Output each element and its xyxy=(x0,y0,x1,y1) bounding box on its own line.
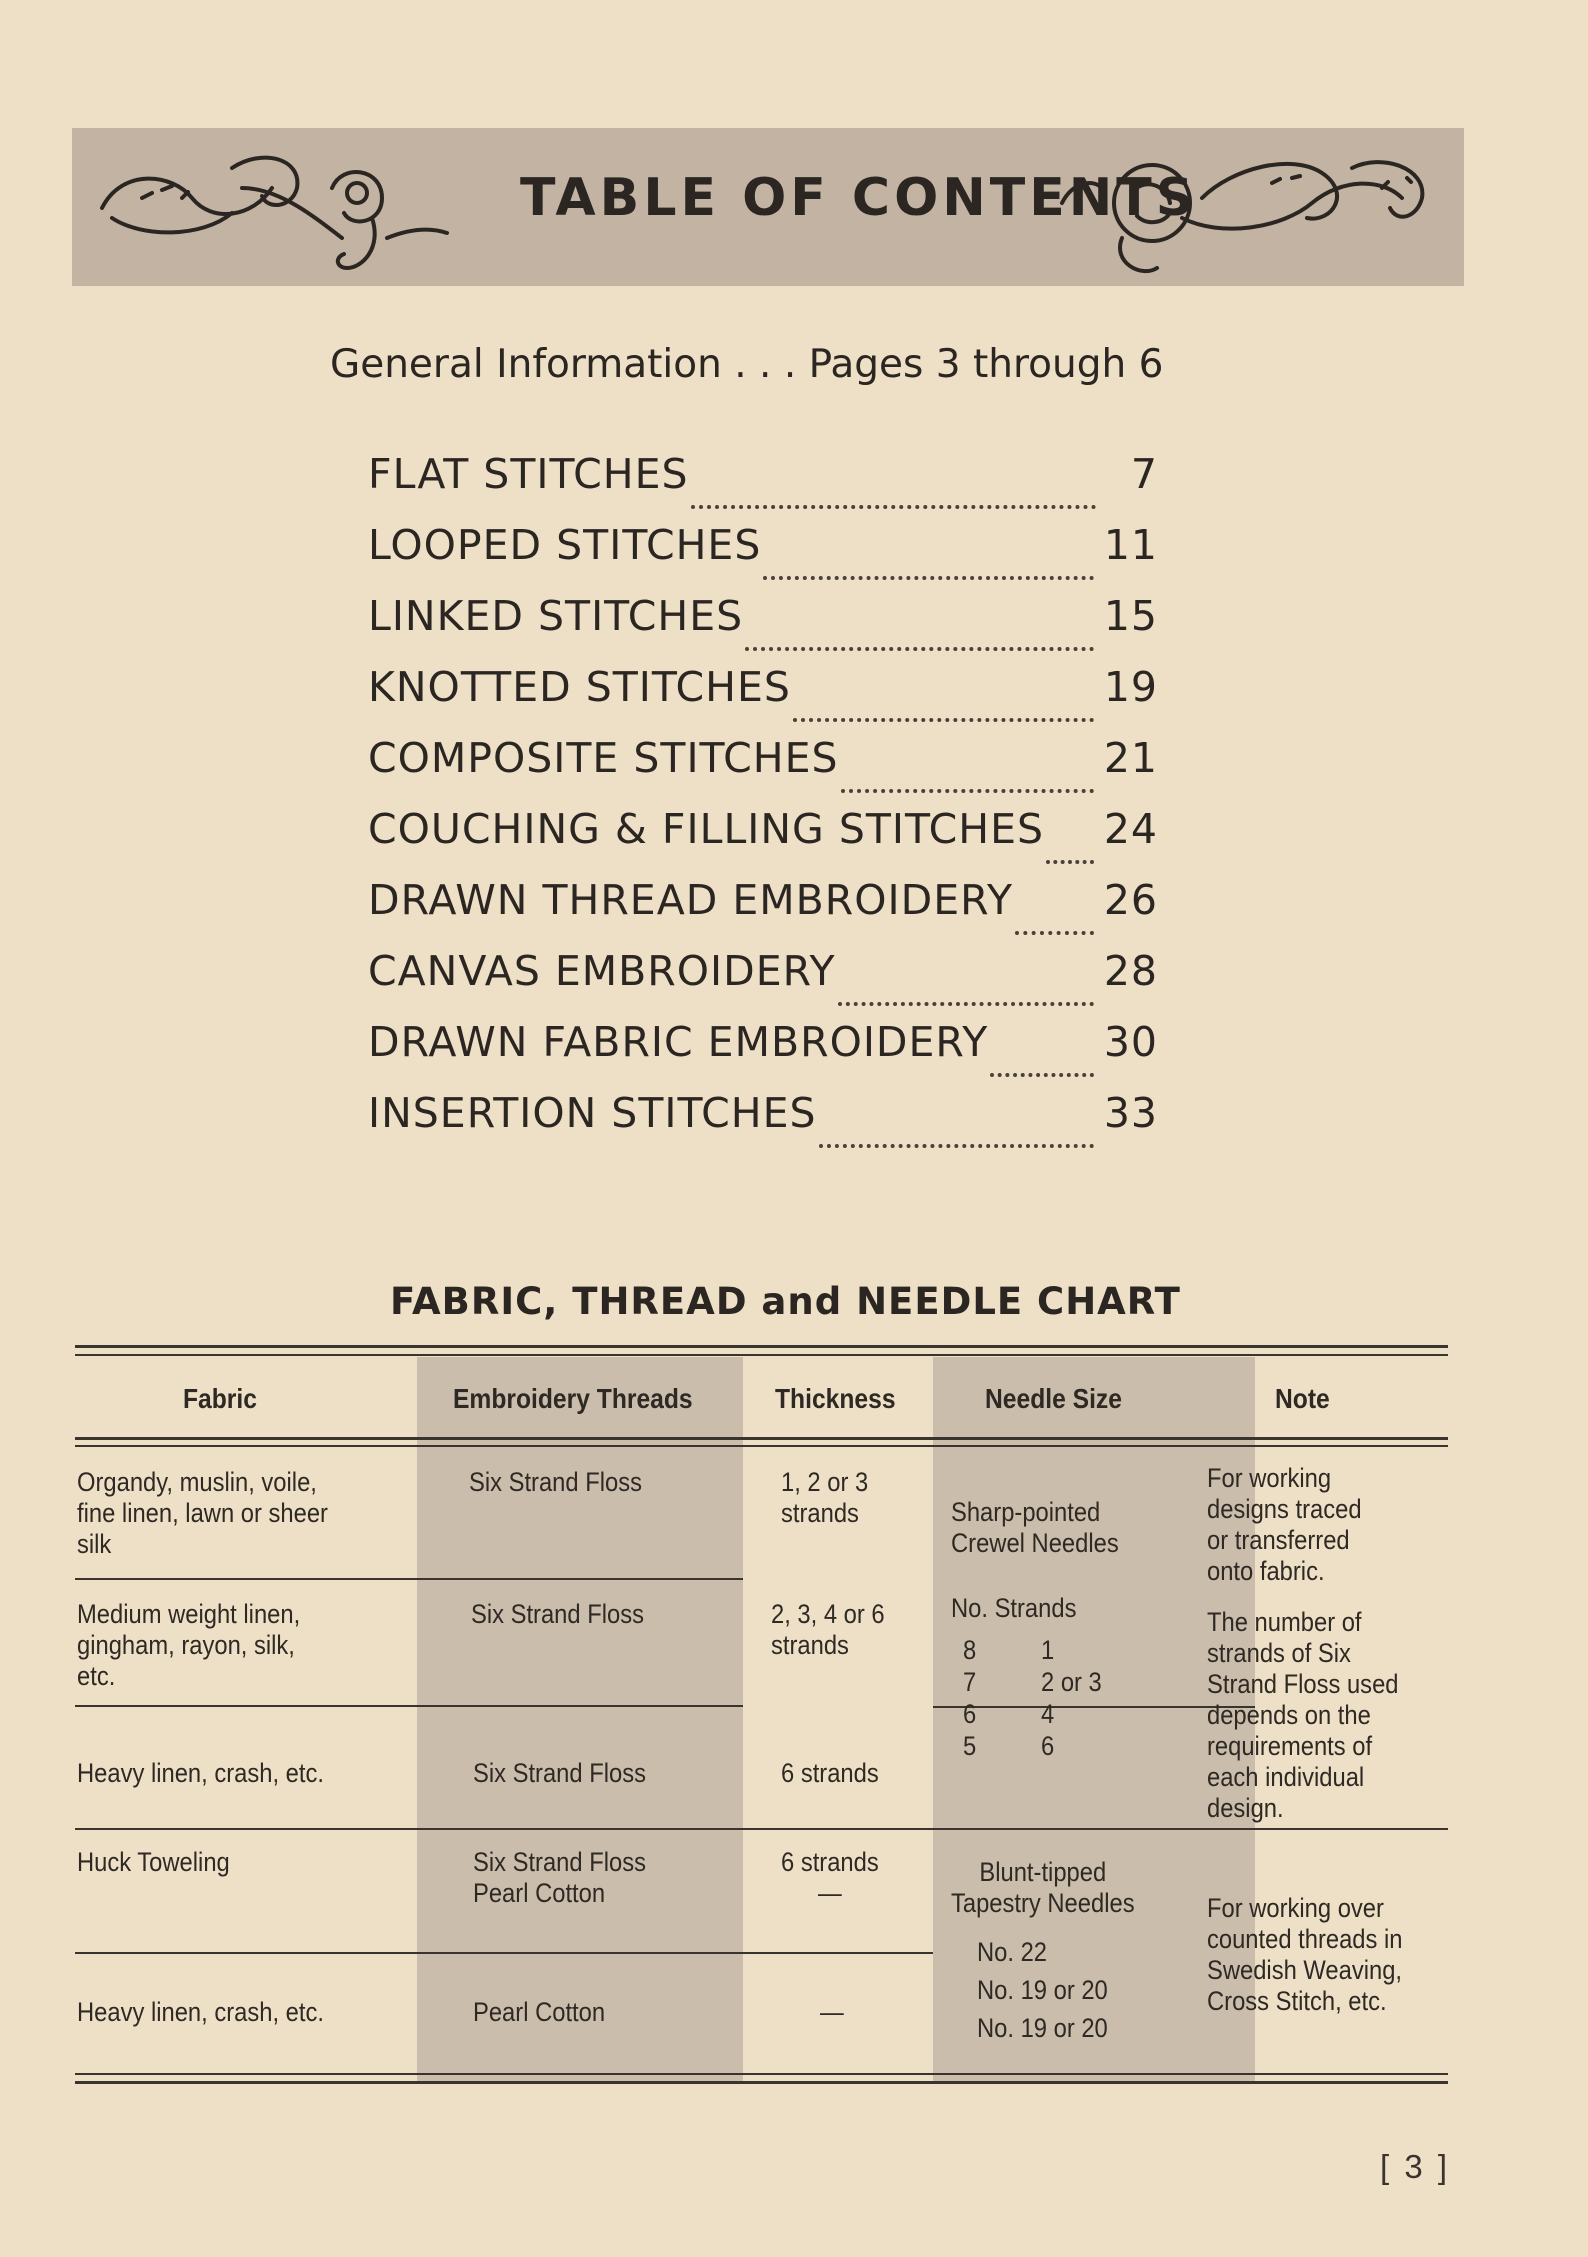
row-divider xyxy=(75,1705,743,1707)
strand-count: 2 or 3 xyxy=(1041,1667,1102,1697)
toc-banner xyxy=(72,128,1464,286)
toc-entry-label: DRAWN FABRIC EMBROIDERY xyxy=(368,1018,989,1066)
toc-entry-label: DRAWN THREAD EMBROIDERY xyxy=(368,876,1014,924)
table-top-rule xyxy=(75,1345,1448,1348)
needle-size-19-20: No. 19 or 20 xyxy=(977,1975,1108,2005)
threads-cell: Pearl Cotton xyxy=(473,1997,606,2027)
general-information-line: General Information . . . Pages 3 through 6 xyxy=(330,342,1164,387)
dot-leader xyxy=(691,505,1097,509)
note-cell: For working designs traced or transferred onto fabric. xyxy=(1207,1463,1362,1586)
toc-entry-page: 30 xyxy=(1103,1018,1158,1066)
toc-entry-page: 24 xyxy=(1103,805,1158,853)
toc-entry-page: 11 xyxy=(1103,521,1158,569)
strand-count: 4 xyxy=(1041,1699,1055,1729)
toc-entry xyxy=(368,947,1158,1018)
fabric-cell: Organdy, muslin, voile, fine linen, lawn or sheer silk xyxy=(77,1467,328,1559)
toc-entry-page: 19 xyxy=(1103,663,1158,711)
needle-size-22: No. 22 xyxy=(977,1937,1048,1967)
thickness-cell: 6 strands — xyxy=(781,1847,879,1908)
toc-entry xyxy=(368,592,1158,663)
header-bottom-rule-2 xyxy=(75,1445,1448,1447)
fabric-cell: Heavy linen, crash, etc. xyxy=(77,1758,324,1788)
needle-strands-header: No. Strands xyxy=(951,1593,1077,1623)
dot-leader xyxy=(1015,931,1094,935)
toc-entry xyxy=(368,663,1158,734)
row-divider xyxy=(75,1952,933,1954)
page-number: [ 3 ] xyxy=(1380,2148,1451,2185)
toc-entry xyxy=(368,805,1158,876)
toc-entry-label: CANVAS EMBROIDERY xyxy=(368,947,836,995)
thickness-cell: 6 strands xyxy=(781,1758,879,1788)
thickness-cell: 2, 3, 4 or 6 strands xyxy=(771,1599,885,1660)
left-scroll-ornament-icon xyxy=(82,128,482,286)
toc-entry xyxy=(368,734,1158,805)
row-divider xyxy=(75,1578,743,1580)
thickness-cell: — xyxy=(820,1997,844,2027)
header-needle-size: Needle Size xyxy=(985,1383,1122,1414)
table-bottom-rule xyxy=(75,2073,1448,2075)
toc-entry-label: KNOTTED STITCHES xyxy=(368,663,791,711)
strand-count: 6 xyxy=(1041,1731,1055,1761)
dot-leader xyxy=(1046,860,1094,864)
needle-chart-table xyxy=(75,1345,1448,2085)
fabric-cell: Huck Toweling xyxy=(77,1847,230,1877)
toc-entry xyxy=(368,521,1158,592)
chart-title: FABRIC, THREAD and NEEDLE CHART xyxy=(390,1280,1181,1323)
needle-size-19-20: No. 19 or 20 xyxy=(977,2013,1108,2043)
thickness-cell: 1, 2 or 3 strands xyxy=(781,1467,869,1528)
toc-entry-label: LINKED STITCHES xyxy=(368,592,744,640)
dot-leader xyxy=(838,1002,1094,1006)
threads-cell: Six Strand Floss Pearl Cotton xyxy=(473,1847,646,1908)
threads-cell: Six Strand Floss xyxy=(471,1599,644,1629)
note-cell: The number of strands of Six Strand Floss used depends on the requirements of each individual design. xyxy=(1207,1607,1399,1823)
fabric-cell: Heavy linen, crash, etc. xyxy=(77,1997,324,2027)
toc-entry-page: 28 xyxy=(1103,947,1158,995)
toc-entry-page: 15 xyxy=(1103,592,1158,640)
toc-entry xyxy=(368,450,1158,521)
threads-cell: Six Strand Floss xyxy=(469,1467,642,1497)
dot-leader xyxy=(990,1073,1094,1077)
header-bottom-rule xyxy=(75,1437,1448,1440)
toc-entry-label: FLAT STITCHES xyxy=(368,450,689,498)
dot-leader xyxy=(745,647,1094,651)
toc-entry-label: COUCHING & FILLING STITCHES xyxy=(368,805,1045,853)
dot-leader xyxy=(793,718,1094,722)
toc-entry xyxy=(368,1018,1158,1089)
needle-number: 5 xyxy=(963,1731,977,1761)
table-top-rule-2 xyxy=(75,1354,1448,1356)
dot-leader xyxy=(841,789,1094,793)
header-fabric: Fabric xyxy=(183,1383,257,1414)
needle-number: 7 xyxy=(963,1667,977,1697)
dot-leader xyxy=(819,1144,1094,1148)
header-note: Note xyxy=(1275,1383,1330,1414)
header-embroidery-threads: Embroidery Threads xyxy=(453,1383,693,1414)
strand-count: 1 xyxy=(1041,1635,1055,1665)
toc-entry-page: 33 xyxy=(1103,1089,1158,1137)
threads-cell: Six Strand Floss xyxy=(473,1758,646,1788)
toc-entry-label: LOOPED STITCHES xyxy=(368,521,762,569)
needle-blunt-tipped: Blunt-tipped Tapestry Needles xyxy=(951,1857,1135,1918)
toc-entry-page: 7 xyxy=(1130,450,1158,498)
toc-entry-label: COMPOSITE STITCHES xyxy=(368,734,839,782)
table-bottom-rule-2 xyxy=(75,2081,1448,2084)
row-divider xyxy=(75,1828,1448,1830)
header-thickness: Thickness xyxy=(775,1383,896,1414)
needle-number: 8 xyxy=(963,1635,977,1665)
toc-entry xyxy=(368,876,1158,947)
toc-entry xyxy=(368,1089,1158,1160)
toc-entry-label: INSERTION STITCHES xyxy=(368,1089,817,1137)
dot-leader xyxy=(763,576,1093,580)
toc-entry-page: 26 xyxy=(1103,876,1158,924)
toc-list xyxy=(368,450,1158,1160)
note-cell: For working over counted threads in Swedish Weaving, Cross Stitch, etc. xyxy=(1207,1893,1403,2016)
needle-number: 6 xyxy=(963,1699,977,1729)
fabric-cell: Medium weight linen, gingham, rayon, silk, etc. xyxy=(77,1599,301,1691)
toc-entry-page: 21 xyxy=(1103,734,1158,782)
needle-sharp-pointed: Sharp-pointed Crewel Needles xyxy=(951,1497,1119,1558)
right-scroll-ornament-icon xyxy=(1052,128,1452,286)
page-title: TABLE OF CONTENTS xyxy=(520,168,1198,228)
